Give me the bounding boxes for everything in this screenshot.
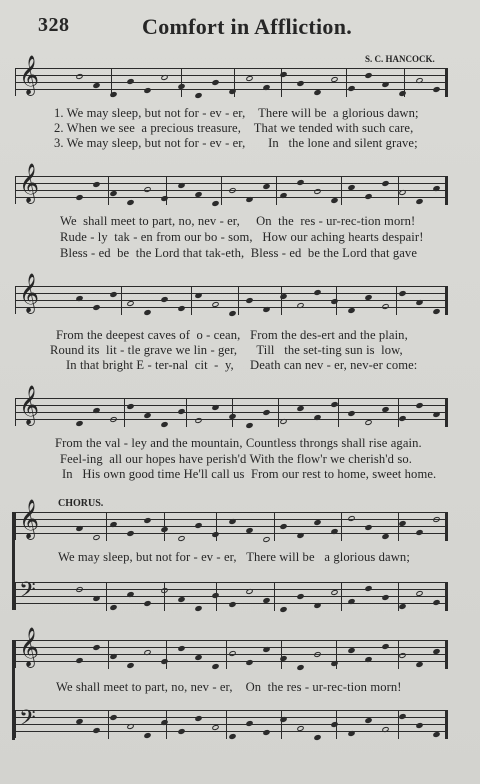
notehead — [92, 304, 100, 311]
bass-clef-icon: 𝄢 — [19, 578, 36, 608]
notehead — [194, 654, 202, 661]
treble-clef-icon: 𝄞 — [19, 627, 40, 667]
notehead — [347, 515, 355, 522]
notehead — [313, 89, 321, 96]
notehead — [364, 72, 372, 79]
notehead — [245, 659, 253, 666]
notehead — [279, 606, 287, 613]
notehead — [228, 650, 236, 657]
verse-line-1: 1. We may sleep, but not for - ev - er, There will be a glorious dawn; — [54, 106, 419, 120]
notehead — [245, 422, 253, 429]
notehead — [432, 731, 440, 738]
notehead — [398, 652, 406, 659]
notehead — [177, 596, 185, 603]
notehead — [177, 408, 185, 415]
treble-clef-icon: 𝄞 — [19, 163, 40, 203]
notehead — [262, 597, 270, 604]
notehead — [364, 656, 372, 663]
notehead — [313, 188, 321, 195]
notehead — [313, 289, 321, 296]
notehead — [364, 585, 372, 592]
notehead — [415, 529, 423, 536]
notehead — [109, 190, 117, 197]
notehead — [75, 657, 83, 664]
notehead — [347, 598, 355, 605]
notehead — [262, 409, 270, 416]
notehead — [330, 528, 338, 535]
notehead — [160, 421, 168, 428]
notehead — [364, 294, 372, 301]
notehead — [347, 85, 355, 92]
verse-line-11: Feel-ing all our hopes have perish'd With the flow'r we cherish'd so. — [60, 452, 412, 466]
notehead — [109, 604, 117, 611]
notehead — [347, 307, 355, 314]
notehead — [177, 535, 185, 542]
notehead — [211, 531, 219, 538]
notehead — [109, 714, 117, 721]
notehead — [381, 81, 389, 88]
notehead — [381, 594, 389, 601]
notehead — [126, 78, 134, 85]
notehead — [398, 520, 406, 527]
chorus-line-1: We may sleep, but not for - ev - er, There will be a glorious dawn; — [58, 550, 410, 564]
verse-line-6: Bless - ed be the Lord that tak-eth, Bless - ed be the Lord that gave — [60, 246, 418, 260]
notehead — [296, 532, 304, 539]
treble-clef-icon: 𝄞 — [19, 273, 40, 313]
notehead — [432, 86, 440, 93]
notehead — [109, 653, 117, 660]
notehead — [415, 590, 423, 597]
notehead — [126, 662, 134, 669]
notehead — [228, 88, 236, 95]
notehead — [330, 589, 338, 596]
staff-treble-4 — [15, 385, 448, 426]
notehead — [381, 406, 389, 413]
notehead — [262, 183, 270, 190]
notehead — [330, 197, 338, 204]
notehead — [347, 184, 355, 191]
notehead — [313, 734, 321, 741]
notehead — [75, 525, 83, 532]
notehead — [313, 602, 321, 609]
notehead — [143, 412, 151, 419]
notehead — [126, 530, 134, 537]
notehead — [245, 720, 253, 727]
notehead — [262, 729, 270, 736]
notehead — [211, 404, 219, 411]
notehead — [109, 521, 117, 528]
notehead — [262, 306, 270, 313]
notehead — [92, 595, 100, 602]
notehead — [177, 182, 185, 189]
notehead — [75, 73, 83, 80]
notehead — [92, 407, 100, 414]
verse-line-4: We shall meet to part, no, nev - er, On the res - ur-rec-tion morn! — [60, 214, 416, 228]
notehead — [177, 83, 185, 90]
notehead — [432, 648, 440, 655]
treble-clef-icon: 𝄞 — [19, 55, 40, 95]
notehead — [296, 664, 304, 671]
notehead — [160, 195, 168, 202]
verse-line-10: From the val - ley and the mountain, Countless throngs shall rise again. — [55, 436, 422, 450]
notehead — [432, 411, 440, 418]
page-number: 328 — [38, 14, 70, 36]
notehead — [364, 419, 372, 426]
notehead — [211, 301, 219, 308]
notehead — [330, 76, 338, 83]
notehead — [109, 91, 117, 98]
notehead — [126, 403, 134, 410]
notehead — [211, 724, 219, 731]
verse-line-2: 2. When we see a precious treasure, That we tended with such care, — [54, 121, 414, 135]
notehead — [177, 305, 185, 312]
notehead — [75, 295, 83, 302]
verse-line-8: Round its lit - tle grave we lin - ger, Till the set-ting sun is low, — [50, 343, 403, 357]
notehead — [262, 84, 270, 91]
notehead — [381, 726, 389, 733]
notehead — [432, 185, 440, 192]
notehead — [364, 193, 372, 200]
notehead — [109, 291, 117, 298]
notehead — [160, 296, 168, 303]
notehead — [228, 413, 236, 420]
staff-chorus-treble-2 — [15, 627, 448, 668]
notehead — [313, 519, 321, 526]
notehead — [313, 651, 321, 658]
notehead — [432, 308, 440, 315]
notehead — [245, 297, 253, 304]
notehead — [160, 74, 168, 81]
notehead — [364, 717, 372, 724]
notehead — [398, 189, 406, 196]
notehead — [92, 727, 100, 734]
notehead — [364, 524, 372, 531]
notehead — [262, 646, 270, 653]
notehead — [177, 645, 185, 652]
staff-treble-2 — [15, 163, 448, 204]
notehead — [245, 527, 253, 534]
notehead — [75, 586, 83, 593]
chorus-label: CHORUS. — [58, 498, 104, 509]
notehead — [330, 660, 338, 667]
notehead — [398, 90, 406, 97]
notehead — [194, 292, 202, 299]
treble-clef-icon: 𝄞 — [19, 499, 40, 539]
notehead — [177, 728, 185, 735]
notehead — [143, 600, 151, 607]
notehead — [160, 658, 168, 665]
notehead — [228, 310, 236, 317]
bass-clef-icon: 𝄢 — [19, 706, 36, 736]
notehead — [160, 587, 168, 594]
notehead — [126, 199, 134, 206]
notehead — [194, 715, 202, 722]
verse-line-5: Rude - ly tak - en from our bo - som, How our aching hearts despair! — [60, 230, 424, 244]
notehead — [279, 192, 287, 199]
notehead — [415, 198, 423, 205]
notehead — [92, 534, 100, 541]
notehead — [143, 186, 151, 193]
notehead — [245, 75, 253, 82]
notehead — [279, 71, 287, 78]
notehead — [279, 716, 287, 723]
notehead — [381, 643, 389, 650]
notehead — [160, 526, 168, 533]
notehead — [75, 718, 83, 725]
notehead — [143, 649, 151, 656]
notehead — [313, 414, 321, 421]
notehead — [398, 713, 406, 720]
notehead — [330, 298, 338, 305]
verse-line-3: 3. We may sleep, but not for - ev - er, In the lone and silent grave; — [54, 136, 418, 150]
notehead — [211, 79, 219, 86]
notehead — [296, 302, 304, 309]
notehead — [245, 196, 253, 203]
notehead — [194, 191, 202, 198]
notehead — [92, 644, 100, 651]
notehead — [381, 180, 389, 187]
notehead — [415, 402, 423, 409]
notehead — [211, 200, 219, 207]
staff-chorus-bass-1 — [15, 578, 448, 610]
notehead — [279, 523, 287, 530]
notehead — [296, 179, 304, 186]
notehead — [398, 290, 406, 297]
notehead — [92, 82, 100, 89]
notehead — [160, 719, 168, 726]
notehead — [126, 591, 134, 598]
verse-line-12: In His own good time He'll call us From our rest to home, sweet home. — [62, 467, 437, 481]
notehead — [228, 518, 236, 525]
notehead — [126, 300, 134, 307]
notehead — [415, 299, 423, 306]
notehead — [228, 601, 236, 608]
notehead — [75, 420, 83, 427]
notehead — [126, 723, 134, 730]
notehead — [296, 593, 304, 600]
notehead — [296, 725, 304, 732]
notehead — [347, 730, 355, 737]
notehead — [245, 588, 253, 595]
notehead — [415, 722, 423, 729]
notehead — [211, 663, 219, 670]
notehead — [279, 655, 287, 662]
chorus-line-2: We shall meet to part, no, nev - er, On the res - ur-rec-tion morn! — [56, 680, 402, 694]
staff-treble-3 — [15, 273, 448, 314]
notehead — [194, 605, 202, 612]
verse-line-7: From the deepest caves of o - cean, From the des-ert and the plain, — [56, 328, 408, 342]
notehead — [347, 410, 355, 417]
notehead — [143, 732, 151, 739]
notehead — [296, 80, 304, 87]
notehead — [432, 516, 440, 523]
notehead — [75, 194, 83, 201]
notehead — [194, 92, 202, 99]
notehead — [347, 647, 355, 654]
notehead — [415, 77, 423, 84]
notehead — [381, 303, 389, 310]
verse-line-9: In that bright E - ter-nal cit - y, Death can nev - er, nev-er come: — [66, 358, 418, 372]
notehead — [279, 293, 287, 300]
notehead — [109, 416, 117, 423]
notehead — [381, 533, 389, 540]
notehead — [330, 721, 338, 728]
notehead — [262, 536, 270, 543]
notehead — [228, 187, 236, 194]
notehead — [279, 418, 287, 425]
notehead — [92, 181, 100, 188]
staff-chorus-bass-2 — [15, 706, 448, 738]
notehead — [415, 661, 423, 668]
notehead — [211, 592, 219, 599]
notehead — [228, 733, 236, 740]
notehead — [194, 522, 202, 529]
notehead — [143, 517, 151, 524]
notehead — [432, 599, 440, 606]
hymn-author: S. C. HANCOCK. — [365, 54, 435, 64]
notehead — [194, 417, 202, 424]
notehead — [398, 603, 406, 610]
notehead — [143, 87, 151, 94]
notehead — [398, 415, 406, 422]
notehead — [296, 405, 304, 412]
hymn-title: Comfort in Affliction. — [142, 14, 353, 39]
notehead — [143, 309, 151, 316]
treble-clef-icon: 𝄞 — [19, 385, 40, 425]
